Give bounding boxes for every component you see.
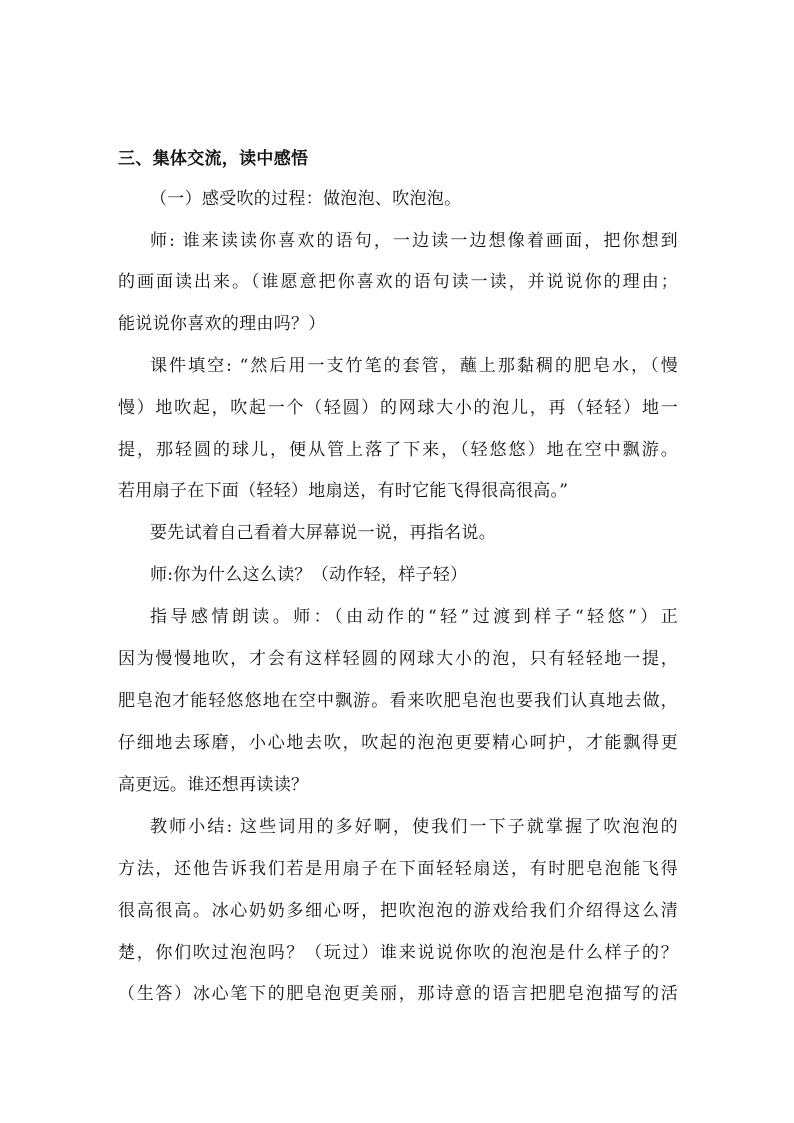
paragraph-line: 教师小结: 这些词用的多好啊，使我们一下子就掌握了吹泡泡的 — [150, 817, 678, 837]
paragraph-line: 指导感情朗读。师：（由动作的“轻”过渡到样子“轻悠”）正 — [150, 607, 678, 627]
paragraph-line: 肥皂泡才能轻悠悠地在空中飘游。看来吹肥皂泡也要我们认真地去做， — [118, 691, 678, 711]
paragraph-line: 能说说你喜欢的理由吗？） — [118, 314, 326, 334]
paragraph-line: 很高很高。冰心奶奶多细心呀，把吹泡泡的游戏给我们介绍得这么清 — [118, 901, 678, 921]
paragraph-line: （生答）冰心笔下的肥皂泡更美丽，那诗意的语言把肥皂泡描写的活 — [118, 984, 678, 1004]
paragraph-line: 师: 谁来读读你喜欢的语句，一边读一边想像着画面，把你想到 — [150, 231, 678, 251]
paragraph-line: 的画面读出来。（谁愿意把你喜欢的语句读一读，并说说你的理由； — [118, 272, 678, 292]
paragraph-line: 楚，你们吹过泡泡吗？（玩过）谁来说说你吹的泡泡是什么样子的？ — [118, 943, 678, 963]
section-heading: 三、集体交流，读中感悟 — [118, 149, 309, 169]
paragraph-line: 仔细地去琢磨，小心地去吹，吹起的泡泡更要精心呵护，才能飘得更 — [118, 733, 678, 753]
paragraph-line: 要先试着自己看着大屏幕说一说，再指名说。 — [150, 523, 496, 543]
paragraph-line: 若用扇子在下面（轻轻）地扇送，有时它能飞得很高很高。” — [118, 481, 569, 501]
paragraph-line: 方法，还他告诉我们若是用扇子在下面轻轻扇送，有时肥皂泡能飞得 — [118, 859, 678, 879]
subsection-heading: （一）感受吹的过程：做泡泡、吹泡泡。 — [150, 189, 462, 209]
paragraph-line: 慢）地吹起，吹起一个（轻圆）的网球大小的泡儿，再（轻轻）地一 — [118, 398, 678, 418]
paragraph-line: 师:你为什么这么读？（动作轻，样子轻） — [150, 565, 468, 585]
paragraph-line: 高更远。谁还想再读读？ — [118, 775, 309, 795]
paragraph-line: 课件填空: “然后用一支竹笔的套管，蘸上那黏稠的肥皂水，（慢 — [150, 356, 678, 376]
paragraph-line: 因为慢慢地吹，才会有这样轻圆的网球大小的泡，只有轻轻地一提， — [118, 649, 678, 669]
paragraph-line: 提，那轻圆的球儿，便从管上落了下来，（轻悠悠）地在空中飘游。 — [118, 440, 678, 460]
